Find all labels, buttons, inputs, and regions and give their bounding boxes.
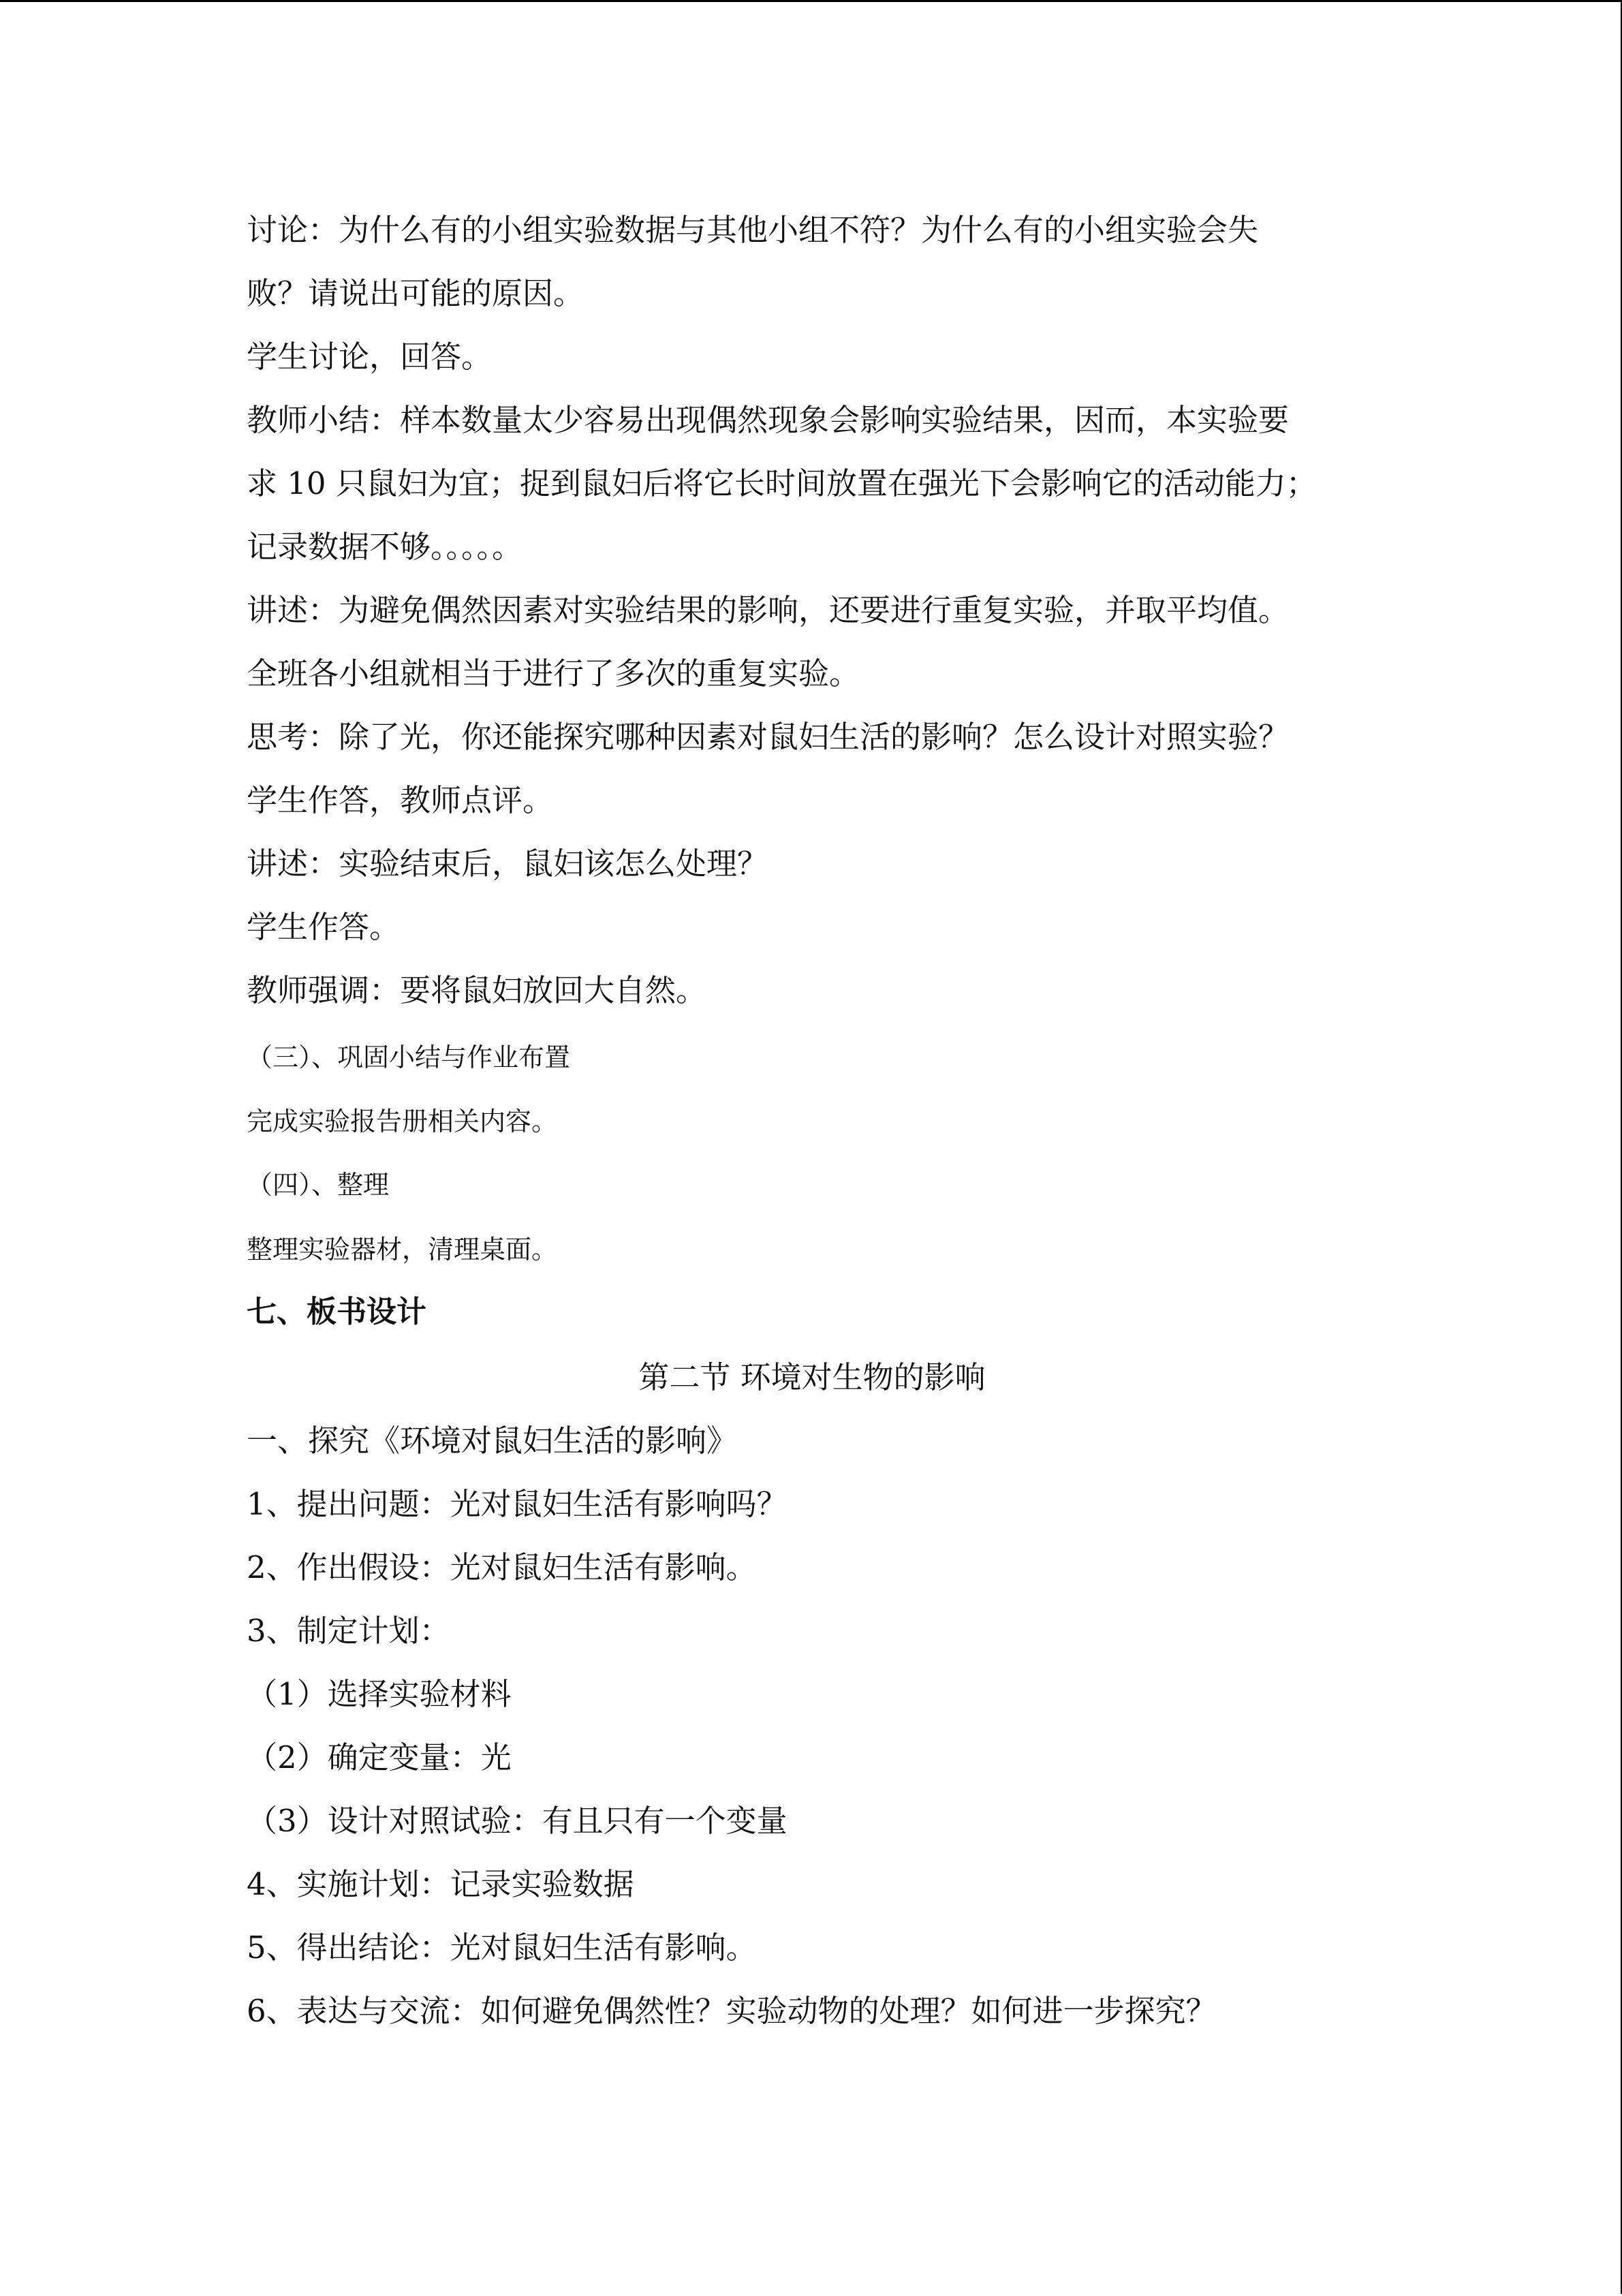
paragraph-line-8: 全班各小组就相当于进行了多次的重复实验。: [247, 655, 860, 692]
paragraph-line-7: 讲述：为避免偶然因素对实验结果的影响，还要进行重复实验，并取平均值。: [247, 592, 1290, 628]
board-design-item-5: （1）选择实验材料: [247, 1676, 512, 1712]
paragraph-line-12: 学生作答。: [247, 909, 401, 945]
board-design-item-7: （3）设计对照试验：有且只有一个变量: [247, 1803, 787, 1839]
page-content: [247, 2, 1377, 2296]
board-design-item-6: （2）确定变量：光: [247, 1739, 512, 1775]
paragraph-line-2: 败？请说出可能的原因。: [247, 275, 584, 311]
section-three-title: （三）、巩固小结与作业布置: [247, 1042, 571, 1072]
board-design-item-3: 2、作出假设：光对鼠妇生活有影响。: [247, 1549, 757, 1585]
board-design-center-title: 第二节 环境对生物的影响: [638, 1359, 986, 1395]
paragraph-line-3: 学生讨论，回答。: [247, 339, 493, 375]
board-design-item-1: 一、探究《环境对鼠妇生活的影响》: [247, 1423, 738, 1459]
board-design-heading: 七、板书设计: [247, 1294, 426, 1329]
paragraph-line-5: 求 10 只鼠妇为宜；捉到鼠妇后将它长时间放置在强光下会影响它的活动能力；: [247, 465, 1317, 501]
board-design-item-8: 4、实施计划：记录实验数据: [247, 1866, 634, 1902]
section-three-body: 完成实验报告册相关内容。: [247, 1106, 558, 1136]
paragraph-line-4: 教师小结：样本数量太少容易出现偶然现象会影响实验结果，因而，本实验要: [247, 402, 1290, 438]
paragraph-line-11: 讲述：实验结束后，鼠妇该怎么处理？: [247, 846, 768, 882]
board-design-item-4: 3、制定计划：: [247, 1613, 450, 1649]
paragraph-line-13: 教师强调：要将鼠妇放回大自然。: [247, 972, 707, 1008]
board-design-item-2: 1、提出问题：光对鼠妇生活有影响吗？: [247, 1486, 787, 1522]
board-design-item-9: 5、得出结论：光对鼠妇生活有影响。: [247, 1929, 757, 1966]
paragraph-line-10: 学生作答，教师点评。: [247, 782, 554, 818]
section-four-body: 整理实验器材，清理桌面。: [247, 1235, 558, 1265]
paragraph-line-6: 记录数据不够。。。。。: [247, 529, 523, 565]
section-four-title: （四）、整理: [247, 1170, 390, 1200]
paragraph-line-9: 思考：除了光，你还能探究哪种因素对鼠妇生活的影响？怎么设计对照实验？: [247, 719, 1290, 755]
paragraph-line-1: 讨论：为什么有的小组实验数据与其他小组不符？为什么有的小组实验会失: [247, 212, 1259, 248]
board-design-item-10: 6、表达与交流：如何避免偶然性？实验动物的处理？如何进一步探究？: [247, 1993, 1217, 2029]
